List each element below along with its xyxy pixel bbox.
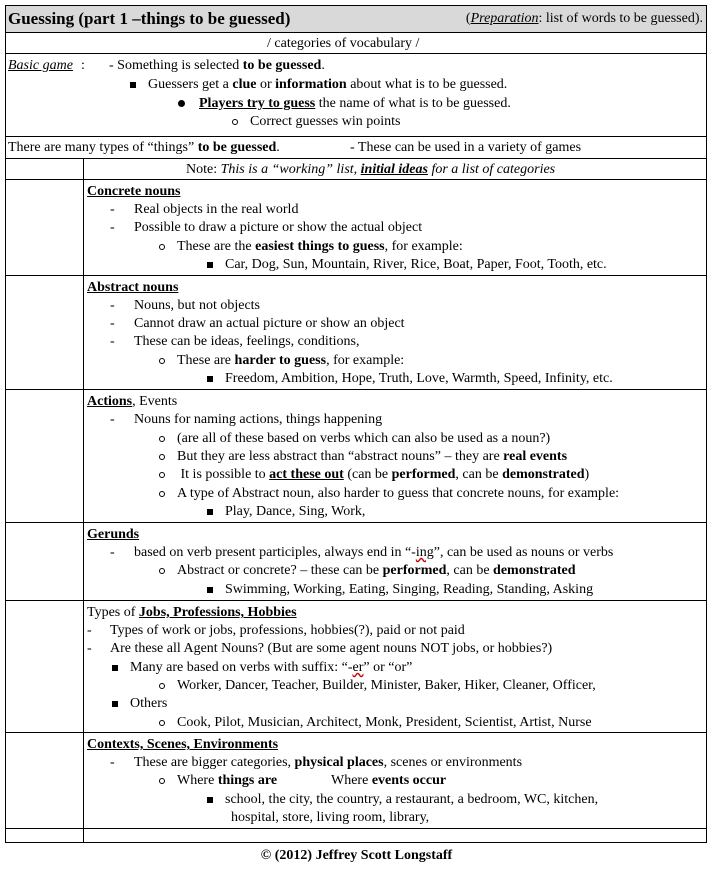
square-bullet-icon (207, 509, 213, 515)
actions-line-1: Nouns for naming actions, things happening (134, 412, 383, 427)
actions-line-3: But they are less abstract than “abstract nouns” – they are real events (159, 448, 567, 465)
actions-line-4: It is possible to act these out (can be performed, can be demonstrated) (159, 466, 589, 483)
page-title: Guessing (part 1 –things to be guessed) (8, 9, 291, 28)
subheader-row (6, 33, 706, 54)
main-table (5, 5, 707, 843)
subheader-text: / categories of vocabulary / (267, 36, 420, 51)
circle-bullet-icon (159, 472, 165, 478)
actions-line-2: (are all of these based on verbs which can also be used as a noun?) (159, 430, 550, 447)
square-bullet-icon (207, 797, 213, 803)
square-bullet-icon (130, 82, 136, 88)
round-bullet-icon (178, 100, 185, 107)
gerunds-examples: Swimming, Working, Eating, Singing, Reading, Standing, Asking (207, 581, 593, 598)
preparation-note: (Preparation: list of words to be guessed). (465, 11, 703, 26)
jobs-examples-1: Worker, Dancer, Teacher, Builder, Minister, Baker, Hiker, Cleaner, Officer, (159, 677, 596, 694)
jobs-line-2: Are these all Agent Nouns? (But are some agent nouns NOT jobs, or hobbies?) (110, 641, 553, 656)
concrete-examples: Car, Dog, Sun, Mountain, River, Rice, Boat, Paper, Foot, Tooth, etc. (207, 256, 607, 273)
square-bullet-icon (207, 587, 213, 593)
circle-bullet-icon (159, 436, 165, 442)
abstract-line-3: These can be ideas, feelings, conditions, (134, 334, 360, 349)
contexts-title: Contexts, Scenes, Environments (87, 737, 279, 752)
square-bullet-icon (207, 262, 213, 268)
circle-bullet-icon (159, 778, 165, 784)
basic-game-row: Basic game : - Something is selected to be guessed. Guessers get a clue or information about what is to be guessed. Players try to guess the name of what is to be guessed. Correct guesses win points (6, 54, 706, 137)
concrete-nouns-row: Concrete nouns - Real objects in the real world - Possible to draw a picture or show the actual object These are the easiest things to guess, for example: Car, Dog, Sun, Mountain, River, Rice, Boat, Paper, Foot, Tooth, etc. (6, 180, 706, 276)
basic-line-3: Players try to guess the name of what is to be guessed. (178, 95, 511, 112)
empty-row (6, 829, 706, 842)
abstract-nouns-row: Abstract nouns - Nouns, but not objects - Cannot draw an actual picture or show an object - These can be ideas, feelings, conditions, These are harder to guess, for example: Freedom, Ambition, Hope, Truth, Love, Warmth, Speed, Infinity, etc. (6, 276, 706, 390)
actions-examples: Play, Dance, Sing, Work, (207, 503, 365, 520)
jobs-line-3: Many are based on verbs with suffix: “-er” or “or” (112, 659, 412, 676)
header-row (6, 6, 706, 33)
preparation-text: : list of words to be guessed). (538, 11, 703, 26)
actions-title: Actions, Events (87, 394, 178, 409)
circle-bullet-icon (159, 683, 165, 689)
actions-row: Actions, Events - Nouns for naming actions, things happening (are all of these based on verbs which can also be used as a noun?) But they are less abstract than “abstract nouns” – they are real events It is possible to act these out (can be performed, can be demonstrated) A type of Abstract noun, also harder to guess that concrete nouns, for example: Play, Dance, Sing, Work, (6, 390, 706, 523)
abstract-line-2: Cannot draw an actual picture or show an object (134, 316, 405, 331)
types-variety-text: - These can be used in a variety of games (350, 140, 582, 155)
types-text: There are many types of “things” to be guessed. (8, 140, 280, 155)
square-bullet-icon (112, 665, 118, 671)
abstract-line-4: These are harder to guess, for example: (159, 352, 404, 369)
jobs-examples-2: Cook, Pilot, Musician, Architect, Monk, President, Scientist, Artist, Nurse (159, 714, 592, 731)
jobs-row: Types of Jobs, Professions, Hobbies - Types of work or jobs, professions, hobbies(?), paid or not paid - Are these all Agent Nouns? (But are some agent nouns NOT jobs, or hobbies?) Many are based on verbs with suffix: “-er” or “or” Worker, Dancer, Teacher, Builder, Minister, Baker, Hiker, Cleaner, Officer, Others Cook, Pilot, Musician, Architect, Monk, President, Scientist, Artist, Nurse (6, 601, 706, 733)
circle-bullet-icon (159, 568, 165, 574)
jobs-line-others: Others (112, 695, 167, 712)
square-bullet-icon (207, 376, 213, 382)
basic-game-label: Basic game (8, 58, 73, 73)
circle-bullet-icon (159, 244, 165, 250)
abstract-examples: Freedom, Ambition, Hope, Truth, Love, Warmth, Speed, Infinity, etc. (207, 370, 613, 387)
contexts-examples-1: school, the city, the country, a restaurant, a bedroom, WC, kitchen, (207, 791, 598, 808)
contexts-line-2b: Where events occur (331, 773, 447, 788)
concrete-line-2: Possible to draw a picture or show the actual object (134, 220, 423, 235)
gerunds-title: Gerunds (87, 527, 140, 542)
circle-bullet-icon (159, 454, 165, 460)
jobs-title: Types of Jobs, Professions, Hobbies (87, 605, 297, 620)
concrete-nouns-title: Concrete nouns (87, 184, 181, 199)
circle-bullet-icon (232, 119, 238, 125)
gerunds-line-2: Abstract or concrete? – these can be performed, can be demonstrated (159, 562, 575, 579)
concrete-line-3: These are the easiest things to guess, for example: (159, 238, 463, 255)
copyright-footer: © (2012) Jeffrey Scott Longstaff (260, 848, 453, 863)
basic-line-2: Guessers get a clue or information about what is to be guessed. (130, 76, 507, 93)
concrete-line-1: Real objects in the real world (134, 202, 299, 217)
contexts-line-1: These are bigger categories, physical places, scenes or environments (134, 755, 523, 770)
contexts-row: Contexts, Scenes, Environments - These are bigger categories, physical places, scenes or environments Where things are Where events occur school, the city, the country, a restaurant, a bedroom, WC, kitchen, hospital, store, living room, library, (6, 733, 706, 829)
basic-line-1: - Something is selected to be guessed. (109, 58, 325, 73)
circle-bullet-icon (159, 491, 165, 497)
note-text: Note: This is a “working” list, initial ideas for a list of categories (186, 162, 556, 177)
circle-bullet-icon (159, 358, 165, 364)
types-row (6, 137, 706, 159)
gerunds-row: Gerunds - based on verb present participles, always end in “-ing”, can be used as nouns or verbs Abstract or concrete? – these can be performed, can be demonstrated Swimming, Working, Eating, Singing, Reading, Standing, Asking (6, 523, 706, 601)
note-row (6, 159, 706, 180)
jobs-line-1: Types of work or jobs, professions, hobbies(?), paid or not paid (110, 623, 465, 638)
contexts-examples-2: hospital, store, living room, library, (231, 810, 430, 825)
circle-bullet-icon (159, 720, 165, 726)
contexts-line-2: Where things are (159, 772, 277, 789)
actions-line-5: A type of Abstract noun, also harder to guess that concrete nouns, for example: (159, 485, 619, 502)
abstract-line-1: Nouns, but not objects (134, 298, 260, 313)
basic-line-4: Correct guesses win points (232, 113, 400, 130)
gerunds-line-1: based on verb present participles, always end in “-ing”, can be used as nouns or verbs (134, 545, 614, 560)
square-bullet-icon (112, 701, 118, 707)
abstract-nouns-title: Abstract nouns (87, 280, 179, 295)
preparation-label: Preparation (470, 11, 539, 26)
